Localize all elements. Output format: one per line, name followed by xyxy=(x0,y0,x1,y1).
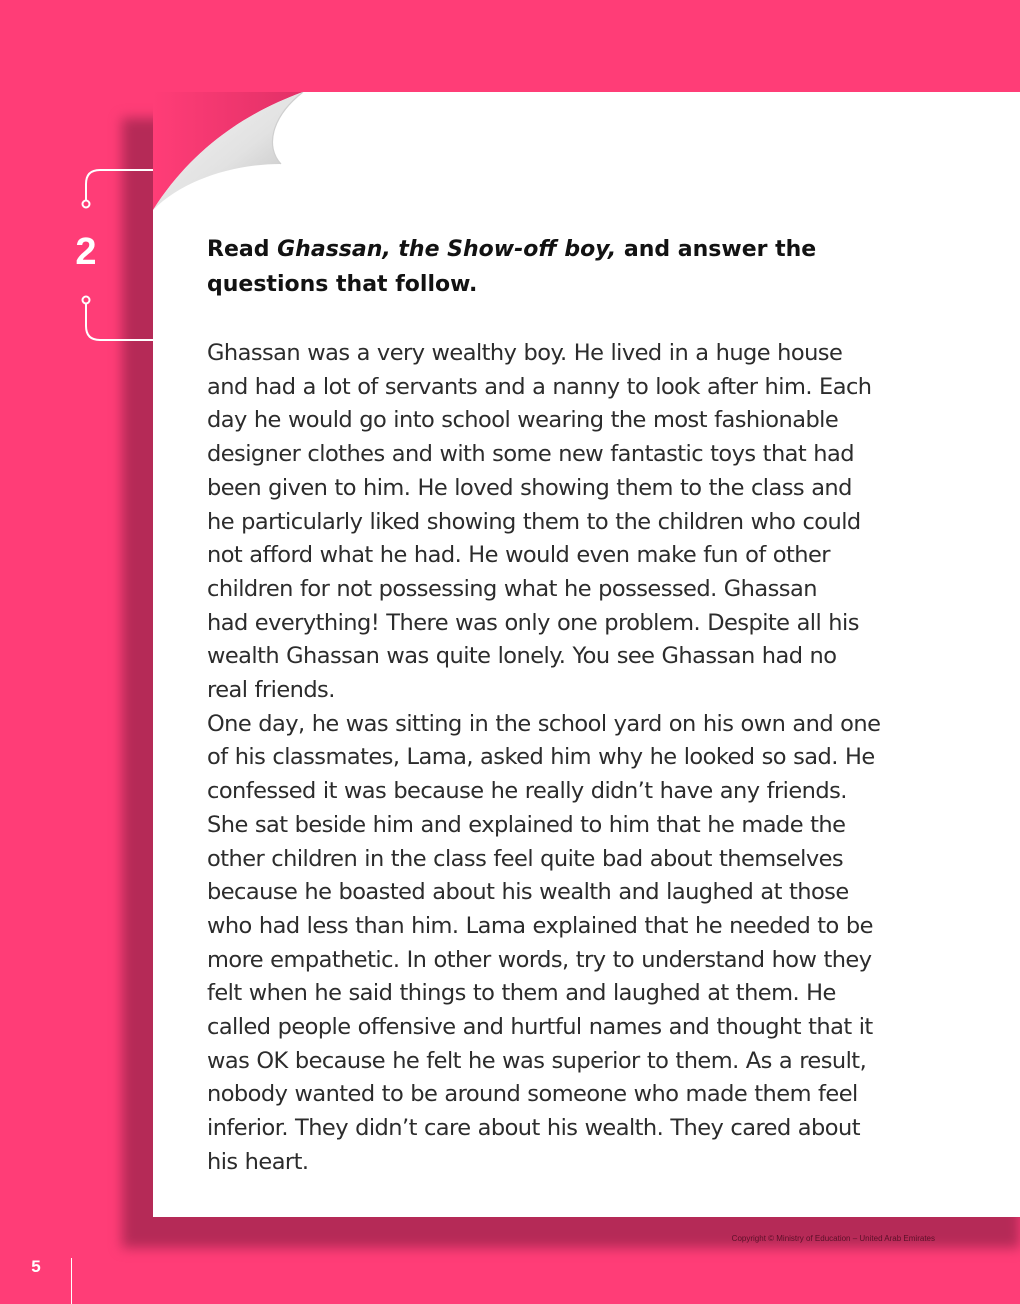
task-heading xyxy=(207,232,927,302)
story-line: of his classmates, Lama, asked him why he looked so sad. He xyxy=(207,744,875,771)
copyright-notice: Copyright © Ministry of Education – United Arab Emirates xyxy=(731,1234,935,1243)
story-line: called people offensive and hurtful names and thought that it xyxy=(207,1014,873,1041)
story-line: One day, he was sitting in the school yard on his own and one xyxy=(207,710,881,737)
story-line: real friends. xyxy=(207,677,335,704)
story-line: not afford what he had. He would even make fun of other xyxy=(207,542,830,569)
story-line: Ghassan was a very wealthy boy. He lived in a huge house xyxy=(207,340,843,366)
story-line: confessed it was because he really didn’t have any friends. xyxy=(207,778,847,805)
story-line: and had a lot of servants and a nanny to look after him. Each xyxy=(207,373,872,400)
story-line: had everything! There was only one problem. Despite all his xyxy=(207,609,859,636)
story-line: nobody wanted to be around someone who made them feel xyxy=(207,1081,858,1108)
page-number-divider xyxy=(71,1258,72,1304)
heading-prefix: Read xyxy=(207,237,278,262)
story-line: children for not possessing what he possessed. Ghassan xyxy=(207,575,817,602)
story-line: wealth Ghassan was quite lonely. You see Ghassan had no xyxy=(207,643,837,670)
story-line: She sat beside him and explained to him that he made the xyxy=(207,811,846,838)
story-line: was OK because he felt he was superior to them. As a result, xyxy=(207,1047,867,1074)
story-line: designer clothes and with some new fantastic toys that had xyxy=(207,441,854,468)
page-curl-decoration xyxy=(153,92,313,232)
story-passage xyxy=(207,337,942,1180)
story-line: inferior. They didn’t care about his wealth. They cared about xyxy=(207,1115,860,1142)
section-number: 2 xyxy=(75,231,97,273)
story-line: because he boasted about his wealth and laughed at those xyxy=(207,879,849,906)
story-line: been given to him. He loved showing them to the class and xyxy=(207,474,852,501)
story-title: Ghassan, the Show-off boy, xyxy=(277,237,617,262)
heading-line2: questions that follow. xyxy=(207,272,478,297)
story-line: he particularly liked showing them to the children who could xyxy=(207,508,861,535)
story-line: felt when he said things to them and laughed at them. He xyxy=(207,980,836,1007)
page-number: 5 xyxy=(31,1257,41,1276)
story-line: day he would go into school wearing the most fashionable xyxy=(207,407,839,434)
story-line: more empathetic. In other words, try to understand how they xyxy=(207,946,872,973)
story-line: his heart. xyxy=(207,1148,309,1175)
story-line: who had less than him. Lama explained that he needed to be xyxy=(207,912,873,939)
story-line: other children in the class feel quite bad about themselves xyxy=(207,845,844,872)
heading-suffix: and answer the xyxy=(616,237,817,262)
